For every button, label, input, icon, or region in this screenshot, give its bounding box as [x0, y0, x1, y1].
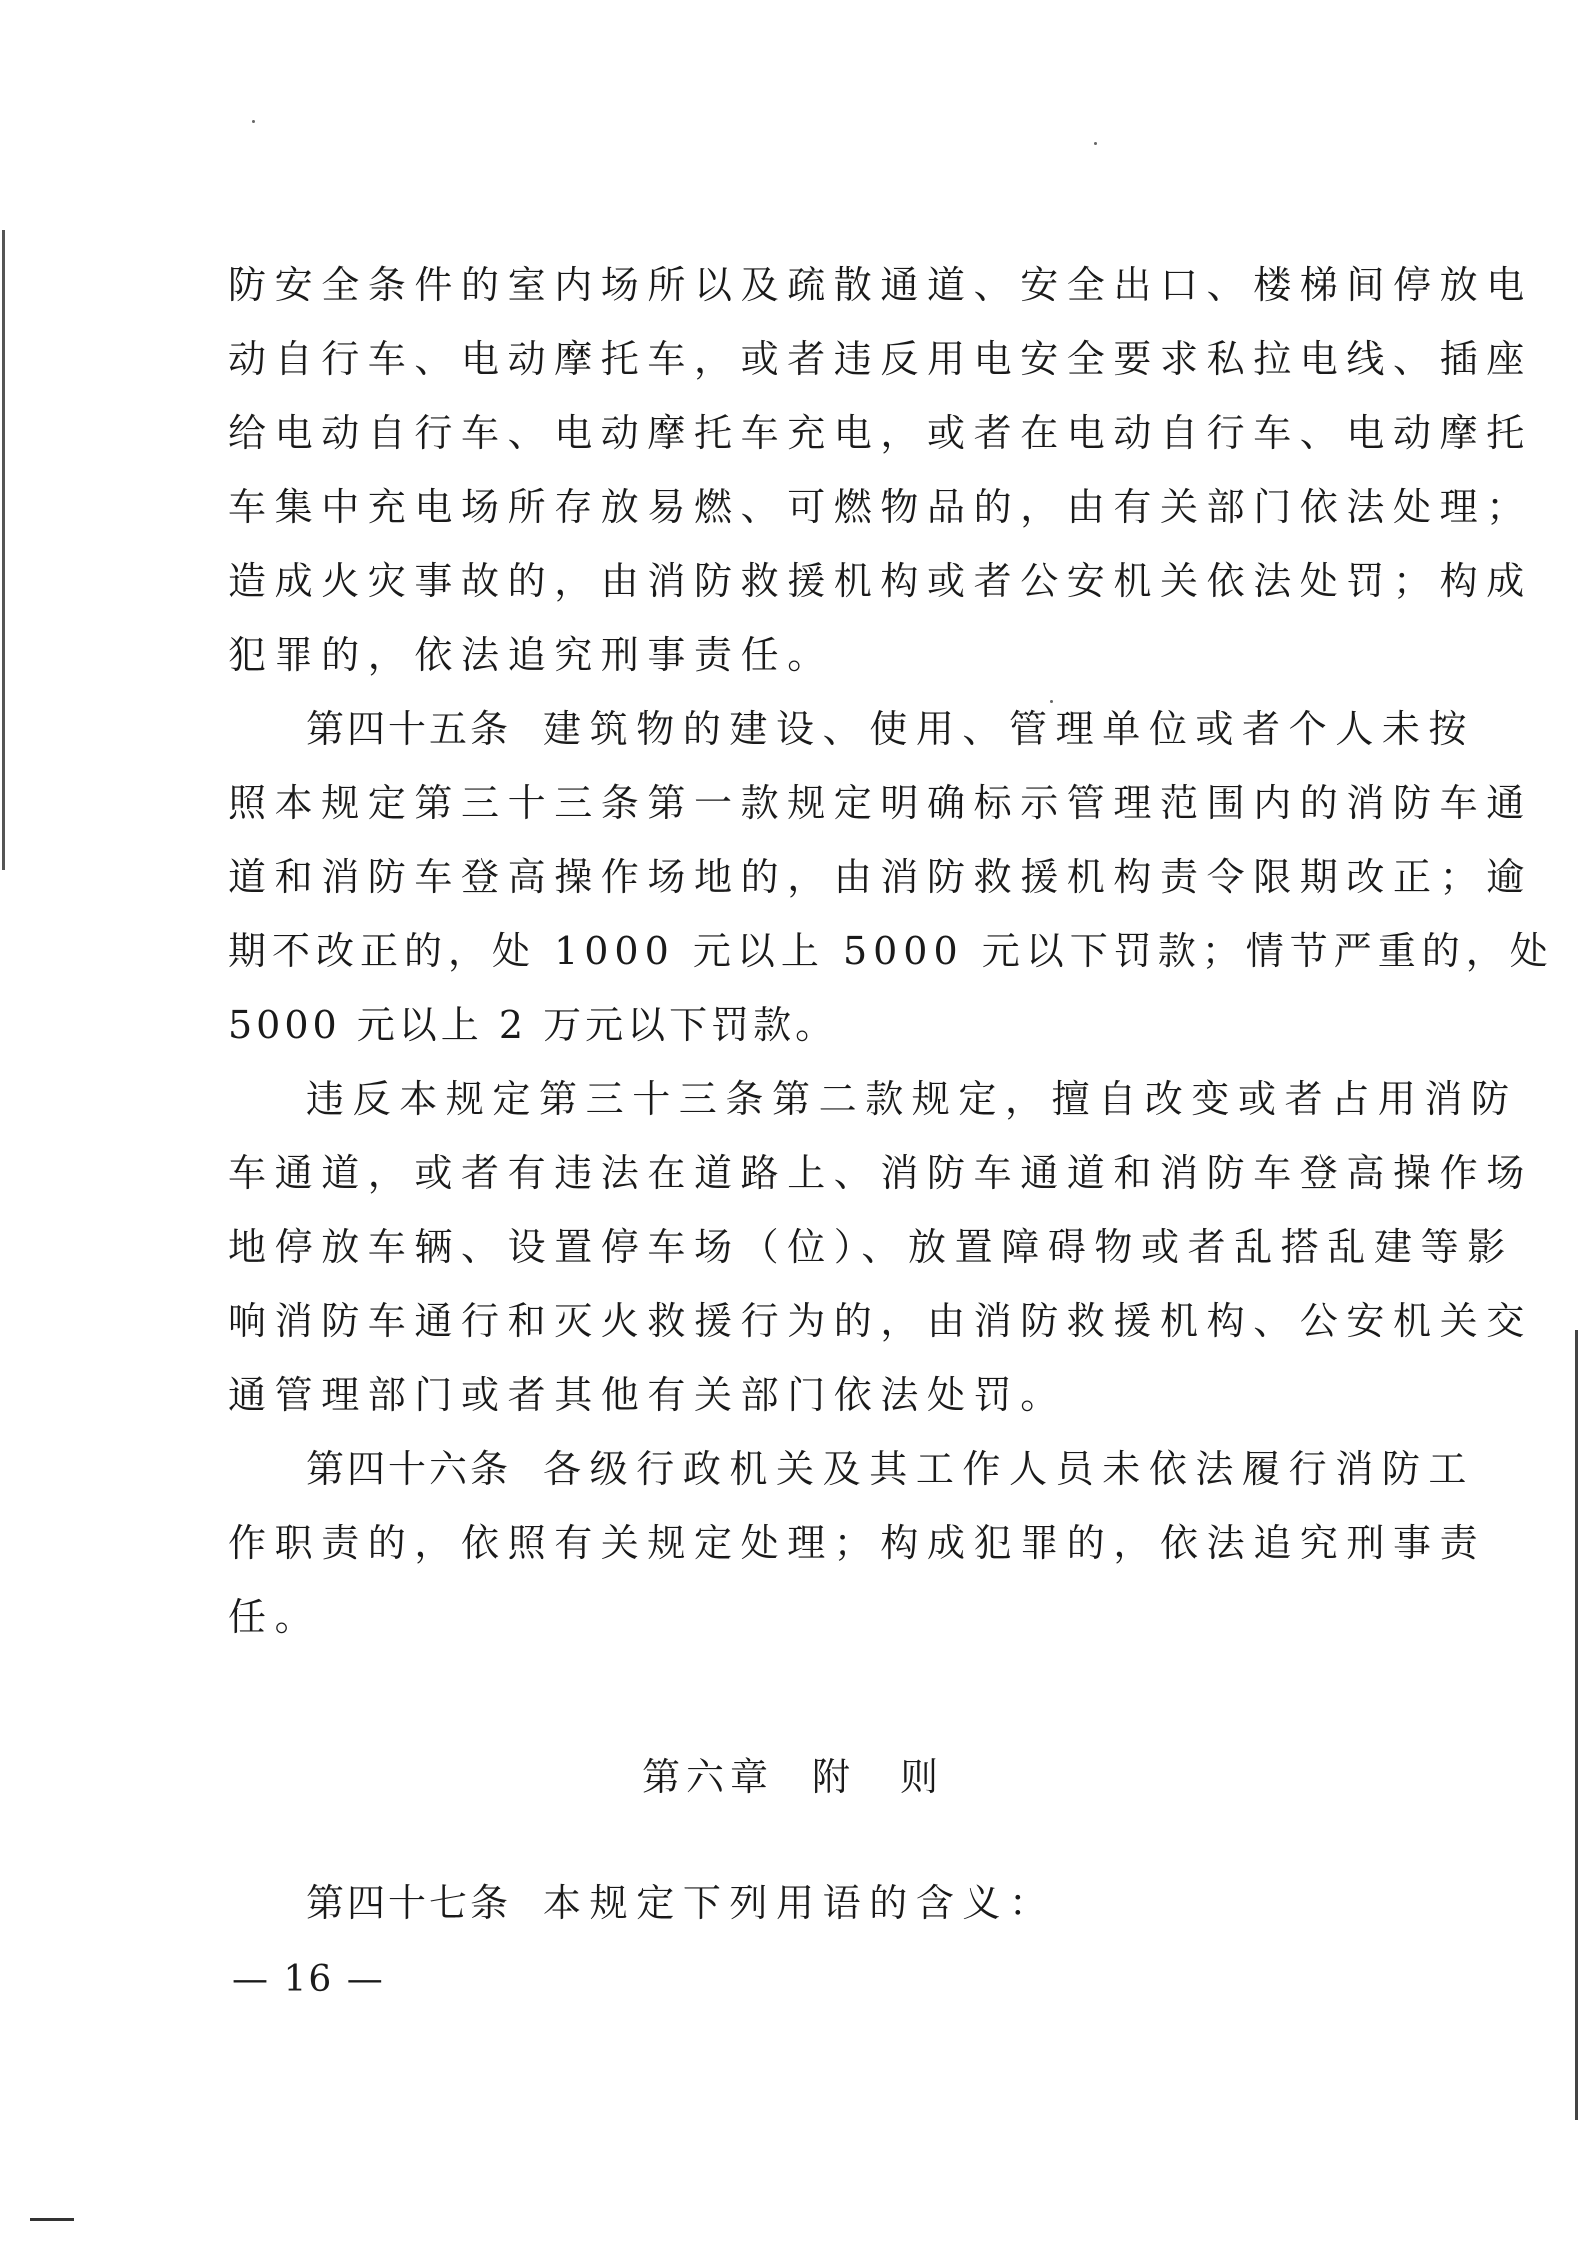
body-text [228, 248, 1554, 1654]
article-45-title: 第四十五条 [306, 707, 512, 751]
text-line: 期不改正的，处 1000 元以上 5000 元以下罚款；情节严重的，处 [228, 929, 1554, 973]
article-45-first-line [228, 692, 1476, 766]
text-line: 地停放车辆、设置停车场（位）、放置障碍物或者乱搭乱建等影 [228, 1225, 1514, 1269]
scan-edge-left [2, 230, 5, 870]
text-line: 通管理部门或者其他有关部门依法处罚。 [228, 1373, 1067, 1417]
text-line: 道和消防车登高操作场地的，由消防救援机构责令限期改正；逾 [228, 855, 1533, 899]
text-line: 车通道，或者有违法在道路上、消防车通道和消防车登高操作场 [228, 1151, 1533, 1195]
text-line: 5000 元以上 2 万元以下罚款。 [228, 1003, 838, 1047]
text-line: 给电动自行车、电动摩托车充电，或者在电动自行车、电动摩托 [228, 411, 1533, 455]
article-47-title: 第四十七条 [306, 1881, 512, 1925]
scan-edge-right [1575, 1330, 1578, 2120]
text-line: 防安全条件的室内场所以及疏散通道、安全出口、楼梯间停放电 [228, 263, 1533, 307]
text-line: 任。 [228, 1595, 322, 1639]
text-line: 犯罪的，依法追究刑事责任。 [228, 633, 834, 677]
article-47 [306, 1866, 1056, 1940]
chapter-name: 附 则 [812, 1755, 945, 1799]
text-line: 违反本规定第三十三条第二款规定，擅自改变或者占用消防 [306, 1077, 1518, 1121]
article-46-title: 第四十六条 [306, 1447, 512, 1491]
text-line: 响消防车通行和灭火救援行为的，由消防救援机构、公安机关交 [228, 1299, 1533, 1343]
text-line: 动自行车、电动摩托车，或者违反用电安全要求私拉电线、插座 [228, 337, 1533, 381]
article-46-text: 各级行政机关及其工作人员未依法履行消防工 [543, 1447, 1476, 1491]
text-line: 车集中充电场所存放易燃、可燃物品的，由有关部门依法处理； [228, 485, 1533, 529]
chapter-heading [0, 1740, 1586, 1814]
scan-mark [30, 2218, 74, 2221]
page-number: — 16 — [232, 1959, 385, 2000]
article-47-text: 本规定下列用语的含义： [543, 1881, 1056, 1925]
article-46-first-line [228, 1432, 1476, 1506]
scan-speck [252, 120, 255, 123]
article-45-text: 建筑物的建设、使用、管理单位或者个人未按 [543, 707, 1476, 751]
text-line: 作职责的，依照有关规定处理；构成犯罪的，依法追究刑事责 [228, 1521, 1487, 1565]
text-line: 照本规定第三十三条第一款规定明确标示管理范围内的消防车通 [228, 781, 1533, 825]
scan-speck [1094, 142, 1097, 145]
text-line: 造成火灾事故的，由消防救援机构或者公安机关依法处罚；构成 [228, 559, 1533, 603]
chapter-number: 第六章 [641, 1755, 774, 1799]
